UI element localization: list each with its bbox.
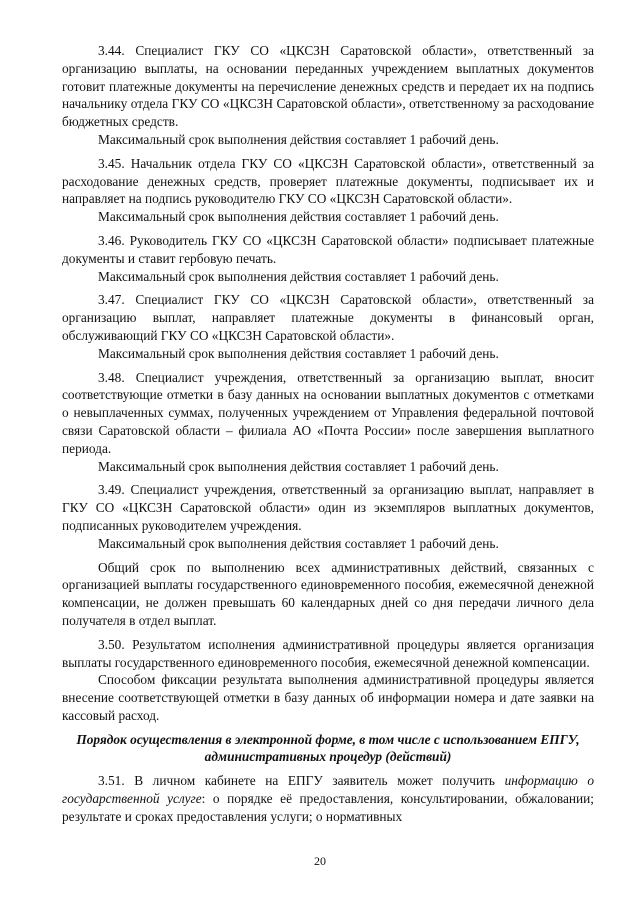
page-number: 20	[314, 854, 326, 868]
paragraph-3-51-end: : о порядке её предоставления, консультировании, обжаловании; результате и сроках предоставления услуги; о нормативных	[62, 791, 594, 824]
paragraph-3-46: 3.46. Руководитель ГКУ СО «ЦКСЗН Саратовской области» подписывает платежные документы и ставит гербовую печать.	[62, 232, 594, 266]
paragraph-3-44-deadline: Максимальный срок выполнения действия составляет 1 рабочий день.	[98, 131, 499, 147]
paragraph-3-47-deadline: Максимальный срок выполнения действия составляет 1 рабочий день.	[98, 345, 499, 361]
paragraph-3-48-deadline: Максимальный срок выполнения действия составляет 1 рабочий день.	[98, 458, 499, 474]
paragraph-3-49: 3.49. Специалист учреждения, ответственный за организацию выплат, направляет в ГКУ СО «ЦКСЗН Саратовской области» один из экземпляров выплатных документов, подписанных руководителем учреждения.	[62, 482, 594, 533]
paragraph-general-term: Общий срок по выполнению всех административных действий, связанных с организацией выплаты государственного единовременного пособия, ежемесячной денежной компенсации, не должен превышать 60 календарных дней со дня передачи личного дела получателя в отдел выплат.	[62, 559, 594, 628]
paragraph-fixation: Способом фиксации результата выполнения административной процедуры является внесение соответствующей отметки в базу данных об информации номера и дате заявки на кассовый расход.	[62, 672, 594, 723]
paragraph-3-49-deadline: Максимальный срок выполнения действия составляет 1 рабочий день.	[98, 535, 499, 551]
paragraph-3-51-start: 3.51. В личном кабинете на ЕПГУ заявитель может получить	[98, 773, 505, 789]
paragraph-3-48: 3.48. Специалист учреждения, ответственный за организацию выплат, вносит соответствующие отметки в базу данных на основании выплатных документов с отметками о невыплаченных суммах, полученных учреждением от Управления федеральной почтовой связи Саратовской области – филиала АО «Почта России» после завершения выплатного периода.	[62, 369, 594, 456]
paragraph-3-51	[62, 772, 594, 825]
section-heading: Порядок осуществления в электронной форме, в том числе с использованием ЕПГУ, административных процедур (действий)	[76, 731, 580, 765]
paragraph-3-50: 3.50. Результатом исполнения административной процедуры является организация выплаты государственного единовременного пособия, ежемесячной денежной компенсации.	[62, 636, 594, 670]
paragraph-3-45-deadline: Максимальный срок выполнения действия составляет 1 рабочий день.	[98, 209, 499, 225]
paragraph-3-46-deadline: Максимальный срок выполнения действия составляет 1 рабочий день.	[98, 268, 499, 284]
paragraph-3-44: 3.44. Специалист ГКУ СО «ЦКСЗН Саратовской области», ответственный за организацию выплаты, на основании переданных учреждением выплатных документов готовит платежные документы на перечисление денежных средств и передает их на подпись начальнику отдела ГКУ СО «ЦКСЗН Саратовской области», ответственному за расходование бюджетных средств.	[62, 43, 594, 130]
paragraph-3-51-italic: информацию о государственной услуге	[62, 773, 594, 807]
document-page	[62, 42, 594, 826]
paragraph-3-47: 3.47. Специалист ГКУ СО «ЦКСЗН Саратовской области», ответственный за организацию выплат, направляет платежные документы в финансовый орган, обслуживающий ГКУ СО «ЦКСЗН Саратовской области».	[62, 292, 594, 343]
paragraph-3-45: 3.45. Начальник отдела ГКУ СО «ЦКСЗН Саратовской области», ответственный за расходование денежных средств, проверяет платежные документы, подписывает их и направляет на подпись руководителю ГКУ СО «ЦКСЗН Саратовской области».	[62, 155, 594, 207]
